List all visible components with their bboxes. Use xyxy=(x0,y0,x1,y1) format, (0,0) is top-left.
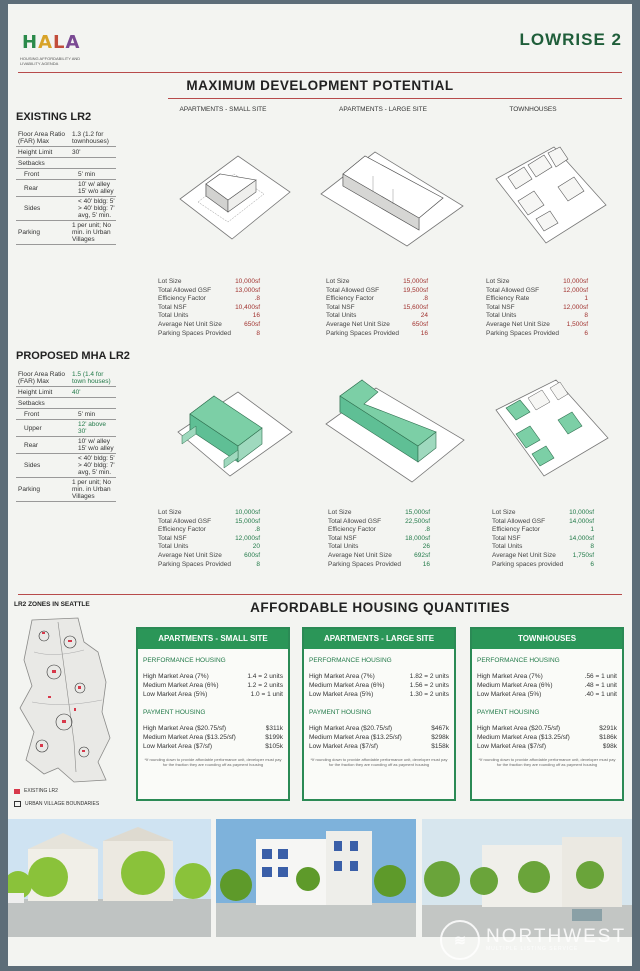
spec-row: Rear 10' w/ alley 15' w/o alley xyxy=(16,180,116,197)
spec-row: Floor Area Ratio (FAR) Max 1.5 (1.4 for town houses) xyxy=(16,370,116,387)
page-label: LOWRISE 2 xyxy=(519,30,622,49)
spec-row: Floor Area Ratio (FAR) Max 1.3 (1.2 for townhouses) xyxy=(16,130,116,147)
affordable-title: AFFORDABLE HOUSING QUANTITIES xyxy=(250,600,510,615)
proposed-title: PROPOSED MHA LR2 xyxy=(16,350,130,362)
logo-subtitle: HOUSING AFFORDABILITY AND LIVABILITY AGENDA xyxy=(20,56,81,66)
legend-existing: EXISTING LR2 xyxy=(14,788,58,794)
column-title-small: APARTMENTS - SMALL SITE xyxy=(179,106,267,113)
panel-large-site: APARTMENTS - LARGE SITE PERFORMANCE HOUSING High Market Area (7%) 1.82 = 2 units Medium Market Area (6%) 1.56 = 2 units Low Market Area (5%) 1.30 = 2 units PAYMENT HOUSING High Market Area ($20.75/sf) $467k Medium Market Area ($13.25/sf) $298k Low Market Area ($7/sf) $158k *If rounding down to provide affordable performance unit, developer must pay for the fraction they are rounding off as payment housing xyxy=(302,627,456,801)
rendering-photo-1 xyxy=(8,819,211,937)
spec-row: Rear 10' w/ alley 15' w/o alley xyxy=(16,437,116,454)
header-divider xyxy=(18,72,622,73)
map-title: LR2 ZONES IN SEATTLE xyxy=(14,601,90,608)
existing-spec-table xyxy=(16,130,116,245)
development-title: MAXIMUM DEVELOPMENT POTENTIAL xyxy=(186,78,454,93)
spec-row: Height Limit 40' xyxy=(16,387,116,398)
spec-row: Front 5' min xyxy=(16,409,116,420)
spec-row: Height Limit 30' xyxy=(16,147,116,158)
panel-small-site: APARTMENTS - SMALL SITE PERFORMANCE HOUSING High Market Area (7%) 1.4 = 2 units Medium Market Area (6%) 1.2 = 2 units Low Market Area (5%) 1.0 = 1 unit PAYMENT HOUSING High Market Area ($20.75/sf) $311k Medium Market Area ($13.25/sf) $199k Low Market Area ($7/sf) $105k *If rounding down to provide affordable performance unit, developer must pay for the fraction they are rounding off as payment housing xyxy=(136,627,290,801)
proposed-spec-table xyxy=(16,370,116,502)
existing-small-site-diagram xyxy=(168,144,298,249)
spec-row: Parking 1 per unit; No min. in Urban Villages xyxy=(16,221,116,245)
existing-small-stats: Lot Size 10,000sf Total Allowed GSF 13,000sf Efficiency Factor .8 Total NSF 10,400sf Total Units 16 Average Net Unit Size 650sf Parking Spaces Provided 8 xyxy=(158,278,260,337)
spec-row: Parking 1 per unit; No min. in Urban Villages xyxy=(16,478,116,502)
watermark-logo-icon: ≋ xyxy=(440,920,480,960)
spec-row: Setbacks xyxy=(16,158,116,169)
proposed-townhouses-stats: Lot Size 10,000sf Total Allowed GSF 14,000sf Efficiency Factor 1 Total NSF 14,000sf Total Units 8 Average Net Unit Size 1,750sf Parking spaces provided 6 xyxy=(492,509,594,568)
seattle-zone-map xyxy=(14,612,124,784)
column-title-townhouses: TOWNHOUSES xyxy=(509,106,557,113)
spec-row: Setbacks xyxy=(16,398,116,409)
legend-urban-village: URBAN VILLAGE BOUNDARIES xyxy=(14,801,99,807)
affordable-divider xyxy=(18,594,622,595)
rendering-photo-2 xyxy=(216,819,416,937)
proposed-large-stats: Lot Size 15,000sf Total Allowed GSF 22,500sf Efficiency Factor .8 Total NSF 18,000sf Total Units 26 Average Net Unit Size 692sf Parking Spaces Provided 16 xyxy=(328,509,430,568)
title-divider xyxy=(168,98,622,99)
existing-townhouses-stats: Lot Size 10,000sf Total Allowed GSF 12,000sf Efficiency Rate 1 Total NSF 12,000sf Total Units 8 Average Net Unit Size 1,500sf Parking Spaces Provided 6 xyxy=(486,278,588,337)
spec-row: Sides < 40' bldg: 5' > 40' bldg: 7' avg, 5' min. xyxy=(16,454,116,478)
proposed-townhouses-diagram xyxy=(488,376,613,486)
hala-logo: HALA xyxy=(22,32,81,53)
existing-townhouses-diagram xyxy=(488,139,613,254)
spec-row: Sides < 40' bldg: 5' > 40' bldg: 7' avg, 5' min. xyxy=(16,197,116,221)
proposed-small-stats: Lot Size 10,000sf Total Allowed GSF 15,000sf Efficiency Factor .8 Total NSF 12,000sf Total Units 20 Average Net Unit Size 600sf Parking Spaces Provided 8 xyxy=(158,509,260,568)
existing-large-site-diagram xyxy=(313,134,473,254)
existing-title: EXISTING LR2 xyxy=(16,111,92,123)
proposed-small-site-diagram xyxy=(168,382,298,492)
spec-row: Upper 12' above 30' xyxy=(16,420,116,437)
column-title-large: APARTMENTS - LARGE SITE xyxy=(339,106,427,113)
listing-watermark: ≋ NORTHWEST MULTIPLE LISTING SERVICE xyxy=(440,920,626,960)
proposed-large-site-diagram xyxy=(318,376,468,491)
existing-large-stats: Lot Size 15,000sf Total Allowed GSF 19,500sf Efficiency Factor .8 Total NSF 15,600sf Total Units 24 Average Net Unit Size 650sf Parking Spaces Provided 16 xyxy=(326,278,428,337)
spec-row: Front 5' min xyxy=(16,169,116,180)
panel-townhouses: TOWNHOUSES PERFORMANCE HOUSING High Market Area (7%) .56 = 1 unit Medium Market Area (6%) .48 = 1 unit Low Market Area (5%) .40 = 1 unit PAYMENT HOUSING High Market Area ($20.75/sf) $291k Medium Market Area ($13.25/sf) $186k Low Market Area ($7/sf) $98k *If rounding down to provide affordable performance unit, developer must pay for the fraction they are rounding off as payment housing xyxy=(470,627,624,801)
poster-board xyxy=(8,4,632,966)
